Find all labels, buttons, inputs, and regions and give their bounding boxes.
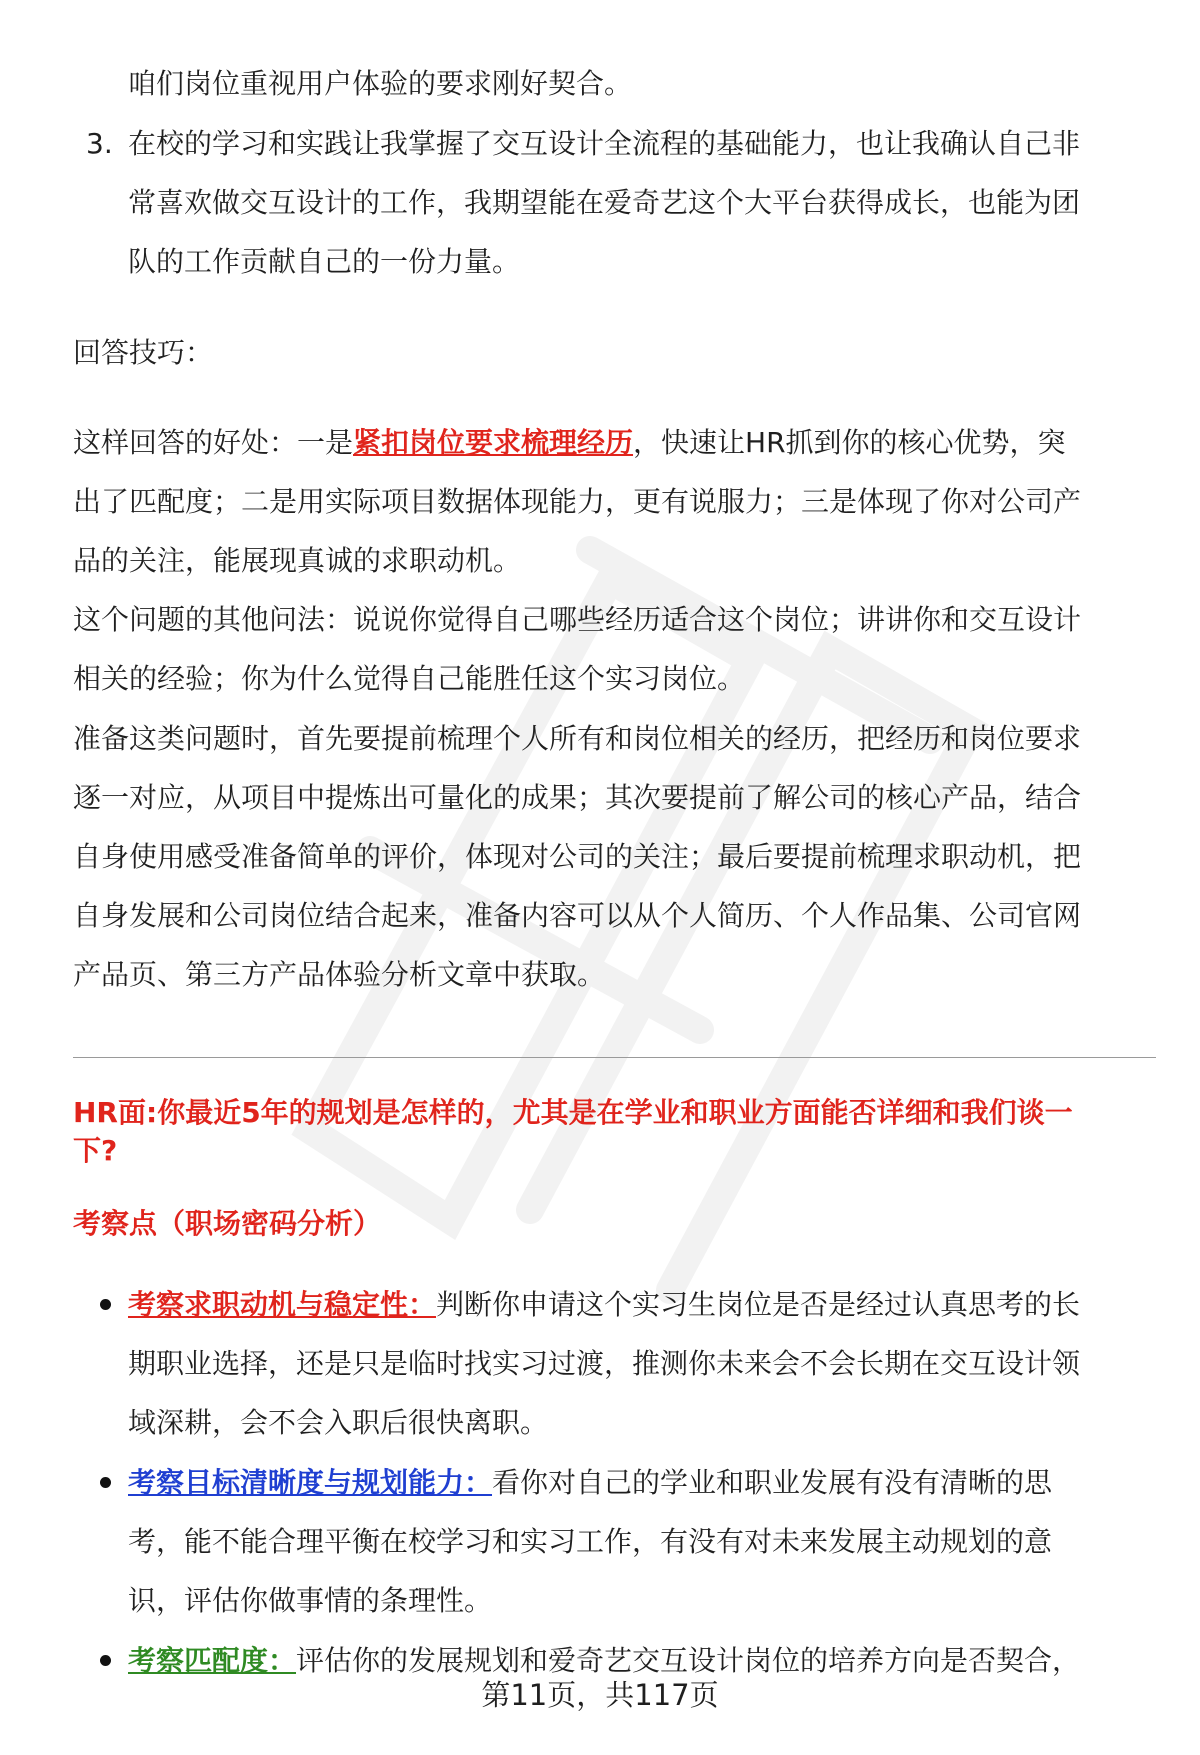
- bullet-2-line-3: 识，评估你做事情的条理性。: [128, 1584, 493, 1617]
- list-number: 3.: [86, 127, 113, 160]
- bullet-1-line-3: 域深耕，会不会入职后很快离职。: [128, 1406, 549, 1439]
- bullet-1-first: 判断你申请这个实习生岗位是否是经过认真思考的长: [436, 1288, 1081, 1321]
- benefit-highlight: 紧扣岗位要求梳理经历: [353, 426, 634, 459]
- bullet-2-first: 看你对自己的学业和职业发展有没有清晰的思: [492, 1466, 1053, 1499]
- item3-line-1: 在校的学习和实践让我掌握了交互设计全流程的基础能力，也让我确认自己非: [128, 127, 1081, 160]
- bullet-3-first: 评估你的发展规划和爱奇艺交互设计岗位的培养方向是否契合，: [296, 1644, 1081, 1677]
- bullet-3-label: 考察匹配度：: [128, 1644, 297, 1677]
- prepare-line-5: 产品页、第三方产品体验分析文章中获取。: [73, 958, 606, 991]
- bullet-dot: [100, 1655, 111, 1666]
- bullet-1-label: 考察求职动机与稳定性：: [128, 1288, 437, 1321]
- hr-question-line-1: HR面:你最近5年的规划是怎样的，尤其是在学业和职业方面能否详细和我们谈一: [73, 1096, 1073, 1129]
- bullet-2-label: 考察目标清晰度与规划能力：: [128, 1466, 493, 1499]
- bullet-3-line-1: [128, 1646, 1080, 1676]
- page-footer: 第11页，共117页: [481, 1678, 719, 1712]
- bullet-1-line-2: 期职业选择，还是只是临时找实习过渡，推测你未来会不会长期在交互设计领: [128, 1347, 1081, 1380]
- section-divider: [73, 1057, 1156, 1058]
- benefit-line-3: 品的关注，能展现真诚的求职动机。: [73, 544, 522, 577]
- bullet-dot: [100, 1299, 111, 1310]
- bullet-1-line-1: [128, 1290, 1080, 1320]
- bullet-2-line-1: [128, 1468, 1052, 1498]
- benefit-line-1: [73, 428, 1066, 458]
- benefit-suffix: ，快速让HR抓到你的核心优势，突: [633, 426, 1066, 459]
- other-ask-line-1: 这个问题的其他问法：说说你觉得自己哪些经历适合这个岗位；讲讲你和交互设计: [73, 603, 1082, 636]
- benefit-prefix: 这样回答的好处：一是: [73, 426, 354, 459]
- assess-heading: 考察点（职场密码分析）: [73, 1207, 382, 1240]
- prepare-line-4: 自身发展和公司岗位结合起来，准备内容可以从个人简历、个人作品集、公司官网: [73, 899, 1082, 932]
- other-ask-line-2: 相关的经验；你为什么觉得自己能胜任这个实习岗位。: [73, 662, 746, 695]
- tips-label: 回答技巧：: [73, 336, 214, 369]
- item3-line-3: 队的工作贡献自己的一份力量。: [128, 245, 521, 278]
- prepare-line-1: 准备这类问题时，首先要提前梳理个人所有和岗位相关的经历，把经历和岗位要求: [73, 722, 1082, 755]
- item3-line-2: 常喜欢做交互设计的工作，我期望能在爱奇艺这个大平台获得成长，也能为团: [128, 186, 1081, 219]
- continued-line: 咱们岗位重视用户体验的要求刚好契合。: [128, 67, 633, 100]
- bullet-dot: [100, 1477, 111, 1488]
- bullet-2-line-2: 考，能不能合理平衡在校学习和实习工作，有没有对未来发展主动规划的意: [128, 1525, 1053, 1558]
- prepare-line-2: 逐一对应，从项目中提炼出可量化的成果；其次要提前了解公司的核心产品，结合: [73, 781, 1082, 814]
- prepare-line-3: 自身使用感受准备简单的评价，体现对公司的关注；最后要提前梳理求职动机，把: [73, 840, 1082, 873]
- hr-question-line-2: 下?: [73, 1134, 118, 1167]
- benefit-line-2: 出了匹配度；二是用实际项目数据体现能力，更有说服力；三是体现了你对公司产: [73, 485, 1082, 518]
